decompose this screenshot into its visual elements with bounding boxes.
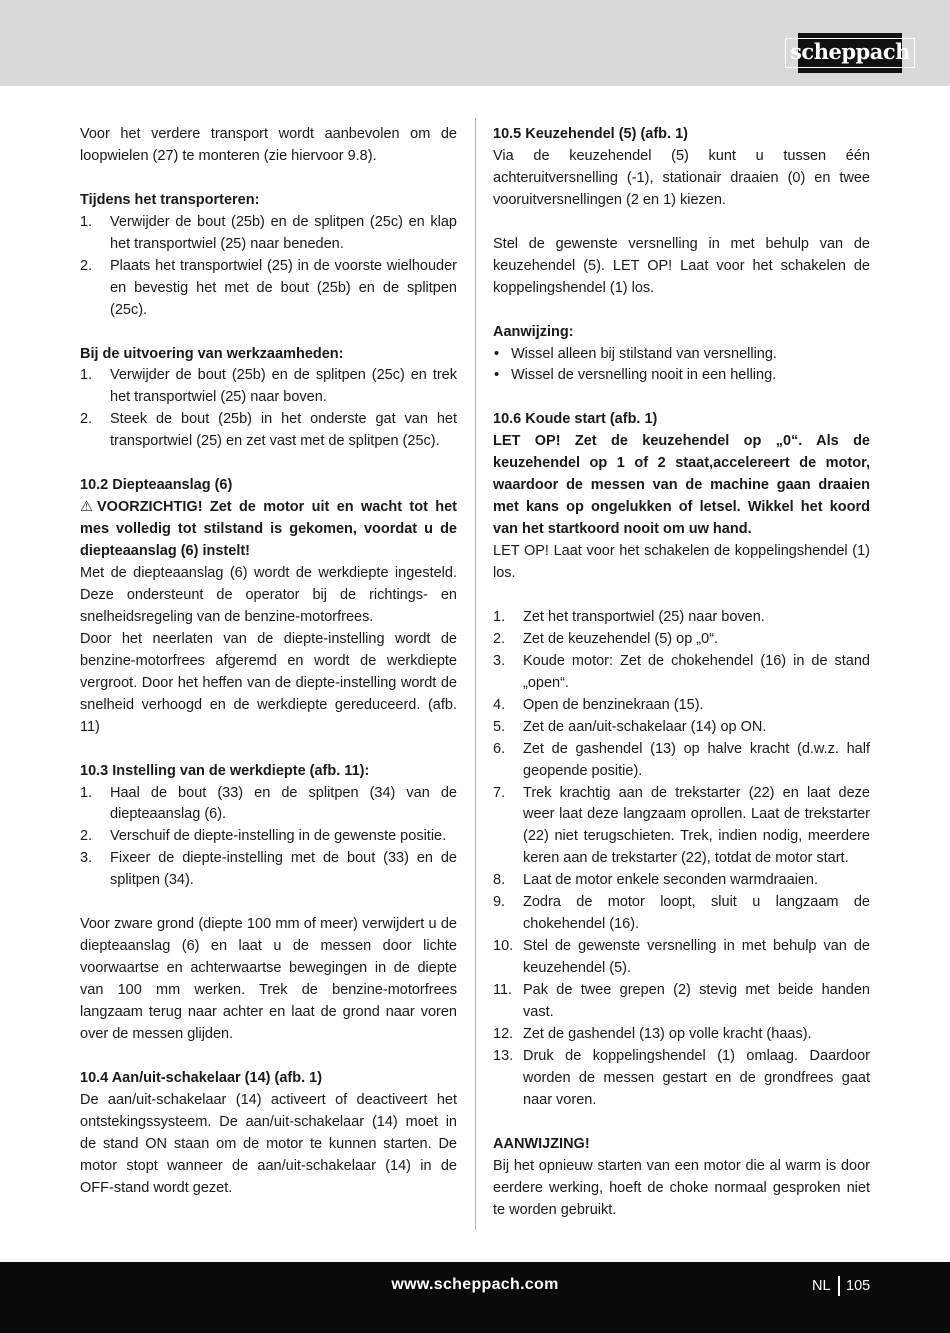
section-10-6-heading: 10.6 Koude start (afb. 1) [493, 411, 658, 428]
list-item: 3. Koude motor: Zet de chokehendel (16) in de stand „open“. [493, 652, 870, 691]
left-column [80, 124, 457, 1200]
list-item: 1. Haal de bout (33) en de splitpen (34) van de diepteaanslag (6). [80, 784, 457, 823]
list-item: 1. Zet het transportwiel (25) naar boven. [493, 608, 765, 625]
paragraph: Bij het opnieuw starten van een motor die al warm is door eerdere werking, hoeft de choke normaal gesproken niet te worden gebruikt. [493, 1157, 870, 1218]
werkdiepte-list [80, 783, 457, 893]
list-item: 12. Zet de gashendel (13) op volle kracht (haas). [493, 1026, 812, 1043]
warning-triangle-icon: ⚠ [80, 499, 93, 516]
language-code: NL [812, 1278, 831, 1294]
list-item: 4. Open de benzinekraan (15). [493, 696, 704, 713]
paragraph: Voor zware grond (diepte 100 mm of meer) verwijdert u de diepteaanslag (6) en laat u de messen door lichte voorwaartse en achterwaartse bewegingen in de diepte van 100 mm werken. Trek de benzine-motorfrees langzaam terug naar achter en laat de grond naar voren over de messen glijden. [80, 916, 457, 1042]
page-footer [0, 1262, 950, 1333]
werk-list [80, 365, 457, 453]
paragraph: Via de keuzehendel (5) kunt u tussen één achteruitversnelling (-1), stationair draaien (0) en twee vooruitversnellingen (2 en 1) kiezen. [493, 147, 870, 208]
section-10-5-heading: 10.5 Keuzehendel (5) (afb. 1) [493, 126, 688, 142]
section-10-2-heading: 10.2 Diepteaanslag (6) [80, 477, 233, 494]
intro-paragraph: Voor het verdere transport wordt aanbevolen om de loopwielen (27) te monteren (zie hiervoor 9.8). [80, 126, 457, 164]
transport-list [80, 212, 457, 322]
list-item: 11. Pak de twee grepen (2) stevig met beide handen vast. [493, 982, 870, 1021]
list-item: 8. Laat de motor enkele seconden warmdraaien. [493, 872, 819, 889]
list-item: 9. Zodra de motor loopt, sluit u langzaam de chokehendel (16). [493, 894, 870, 933]
note-bullets [493, 344, 870, 388]
paragraph: Met de diepteaanslag (6) wordt de werkdiepte ingesteld. Deze ondersteunt de operator bij de richtings- en snelheidsregeling van de benzine-motorfrees. [80, 565, 457, 625]
aanwijzing-heading: AANWIJZING! [493, 1135, 590, 1152]
list-item: • Wissel de versnelling nooit in een helling. [493, 365, 870, 387]
list-item: 10. Stel de gewenste versnelling in met behulp van de keuzehendel (5). [493, 938, 870, 977]
paragraph: Stel de gewenste versnelling in met behulp van de keuzehendel (5). LET OP! Laat voor het schakelen de koppelingshendel (1) los. [493, 235, 870, 296]
paragraph: De aan/uit-schakelaar (14) activeert of deactiveert het ontstekingssysteem. De aan/uit-schakelaar (14) moet in de stand ON staan om de motor te kunnen starten. De motor stopt wanneer de aan/uit-schakelaar (14) in de OFF-stand wordt gezet. [80, 1091, 457, 1196]
cold-start-steps [493, 607, 870, 1112]
page-number: 105 [846, 1278, 871, 1294]
list-item: 2. Verschuif de diepte-instelling in de gewenste positie. [80, 828, 447, 845]
list-item: • Wissel alleen bij stilstand van versnelling. [493, 344, 870, 366]
list-item: 6. Zet de gashendel (13) op halve kracht (d.w.z. half geopende positie). [493, 740, 870, 779]
werk-heading: Bij de uitvoering van werkzaamheden: [80, 345, 344, 362]
scheppach-logo [790, 33, 910, 73]
note-heading: Aanwijzing: [493, 323, 574, 340]
warning-paragraph: LET OP! Zet de keuzehendel op „0“. Als de keuzehendel op 1 of 2 staat,accelereert de motor, waardoor de messen van de machine gaan draaien met kans op ongelukken of letsel. Wikkel het koord van het startkoord nooit om uw hand. [493, 433, 870, 538]
list-item: 1. Verwijder de bout (25b) en de splitpen (25c) en trek het transportwiel (25) naar boven. [80, 367, 457, 406]
list-item: 1. Verwijder de bout (25b) en de splitpen (25c) en klap het transportwiel (25) naar beneden. [80, 213, 457, 252]
footer-separator [838, 1276, 840, 1296]
list-item: 2. Zet de keuzehendel (5) op „0“. [493, 630, 719, 647]
list-item: 2. Plaats het transportwiel (25) in de voorste wielhouder en bevestig het met de bout (25b) en de splitpen (25c). [80, 257, 457, 318]
transport-heading: Tijdens het transporteren: [80, 191, 260, 208]
list-item: 7. Trek krachtig aan de trekstarter (22) en laat deze weer laat deze langzaam oprollen. Laat de trekstarter (22) niet terugschieten. Trek, indien nodig, meerdere keren aan de trekstarter (22), totdat de motor start. [493, 784, 870, 867]
list-item: 13. Druk de koppelingshendel (1) omlaag. Daardoor worden de messen gestart en de grondfrees gaat naar voren. [493, 1047, 870, 1108]
list-item: 3. Fixeer de diepte-instelling met de bout (33) en de splitpen (34). [80, 850, 457, 889]
paragraph: LET OP! Laat voor het schakelen de koppelingshendel (1) los. [493, 543, 870, 582]
list-item: 2. Steek de bout (25b) in het onderste gat van het transportwiel (25) en zet vast met de splitpen (25c). [80, 411, 457, 450]
website-link[interactable]: www.scheppach.com [391, 1276, 559, 1293]
column-divider [475, 118, 476, 1230]
section-10-3-heading: 10.3 Instelling van de werkdiepte (afb. 11): [80, 762, 370, 779]
logo-text: scheppach [785, 38, 915, 68]
paragraph: Door het neerlaten van de diepte-instelling wordt de benzine-motorfrees afgeremd en wordt de werkdiepte vergroot. Door het heffen van de diepte-instelling wordt de snelheid verhoogd en de werkdiepte gereduceerd. (afb. 11) [80, 630, 457, 735]
page-header [0, 0, 950, 86]
right-column [493, 124, 870, 1222]
section-10-4-heading: 10.4 Aan/uit-schakelaar (14) (afb. 1) [80, 1069, 323, 1086]
warning-paragraph: ⚠ VOORZICHTIG! Zet de motor uit en wacht tot het mes volledig tot stilstand is gekomen, voordat u de diepteaanslag (6) instelt! [80, 499, 457, 560]
list-item: 5. Zet de aan/uit-schakelaar (14) op ON. [493, 718, 767, 735]
